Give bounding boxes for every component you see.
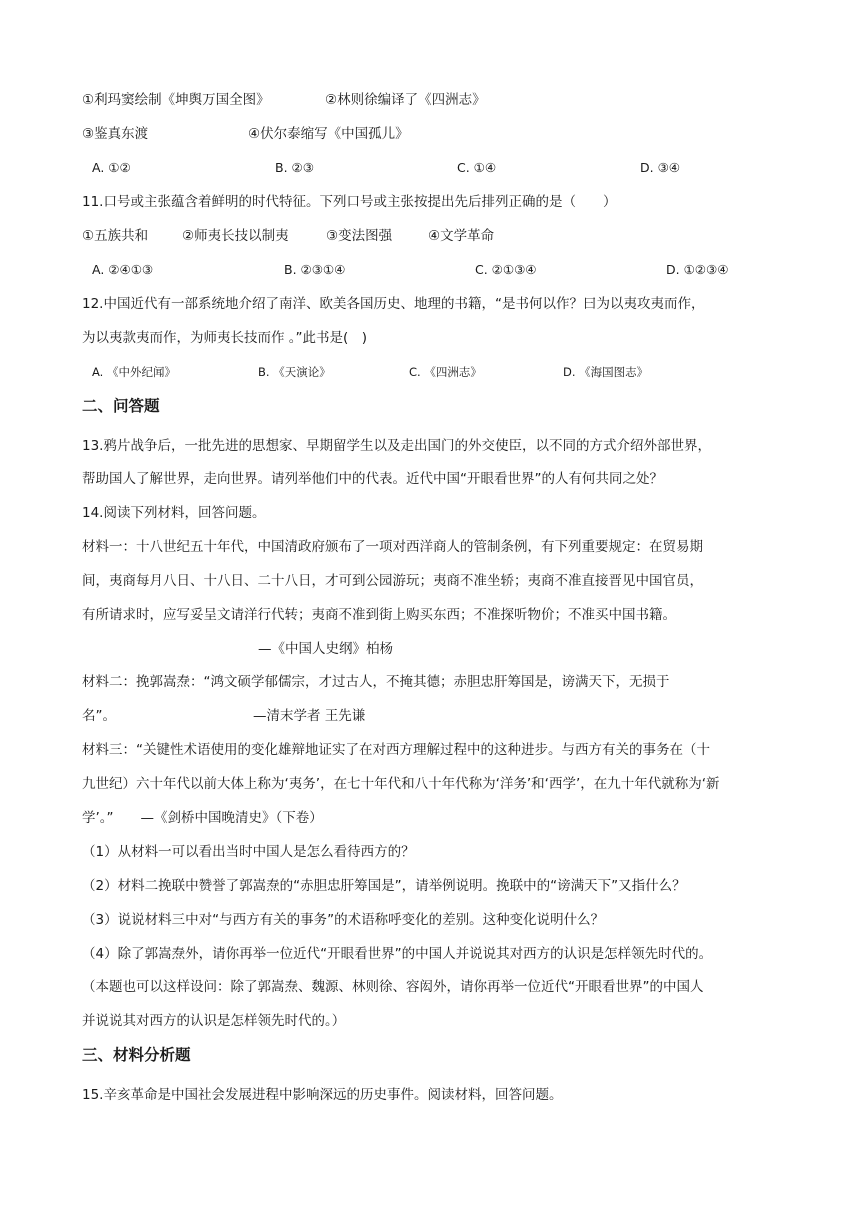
q14-sub-question-3: （3）说说材料三中对“与西方有关的事务”的术语称呼变化的差别。这种变化说明什么？ <box>82 912 605 928</box>
q11-option-d[interactable]: D. ①②③④ <box>666 262 729 277</box>
q12-stem-line-1: 12.中国近代有一部系统地介绍了南洋、欧美各国历史、地理的书籍，“是书何以作？曰为以夷攻夷而作， <box>82 296 705 312</box>
q14-sub-question-2: （2）材料二挽联中赞誉了郭嵩焘的“赤胆忠肝筹国是”，请举例说明。挽联中的“谤满天下”又指什么？ <box>82 878 686 894</box>
q12-option-d[interactable]: D. 《海国图志》 <box>563 365 649 379</box>
q10-option-d[interactable]: D. ③④ <box>640 160 680 175</box>
q11-item-1: ①五族共和 <box>82 228 149 244</box>
q14-material-2-line-2: 名”。 <box>82 708 116 724</box>
q11-option-b[interactable]: B. ②③①④ <box>284 262 346 277</box>
q12-option-c[interactable]: C. 《四洲志》 <box>409 365 482 379</box>
q14-material-3-line-2: 九世纪）六十年代以前大体上称为‘夷务’，在七十年代和八十年代称为‘洋务’和‘西学’，在九十年代就称为‘新 <box>82 776 720 792</box>
q14-material-3-line-3: 学’。” —《剑桥中国晚清史》（下卷） <box>82 810 323 826</box>
q10-item-2: ②林则徐编译了《四洲志》 <box>325 92 486 108</box>
q10-item-4: ④伏尔泰缩写《中国孤儿》 <box>248 126 409 142</box>
q14-material-1-line-2: 间，夷商每月八日、十八日、二十八日，才可到公园游玩；夷商不准坐轿；夷商不准直接晋见中国官员， <box>82 573 703 589</box>
q10-item-1: ①利玛窦绘制《坤舆万国全图》 <box>82 92 270 108</box>
q14-material-2-line-1: 材料二：挽郭嵩焘：“鸿文硕学郁儒宗，才过古人，不掩其德；赤胆忠肝筹国是，谤满天下，无损于 <box>82 674 670 690</box>
q14-material-1-source: —《中国人史纲》柏杨 <box>258 641 393 657</box>
q10-option-c[interactable]: C. ①④ <box>457 160 497 175</box>
q13-line-1: 13.鸦片战争后，一批先进的思想家、早期留学生以及走出国门的外交使臣，以不同的方式介绍外部世界， <box>82 438 711 454</box>
q13-line-2: 帮助国人了解世界，走向世界。请列举他们中的代表。近代中国“开眼看世界”的人有何共同之处？ <box>82 471 663 487</box>
q14-material-3-line-1: 材料三：“关键性术语使用的变化雄辩地证实了在对西方理解过程中的这种进步。与西方有关的事务在（十 <box>82 742 710 758</box>
q12-option-a[interactable]: A. 《中外纪闻》 <box>92 365 176 379</box>
section-3-title: 三、材料分析题 <box>82 1046 191 1064</box>
q10-option-b[interactable]: B. ②③ <box>275 160 314 175</box>
q10-option-a[interactable]: A. ①② <box>92 160 131 175</box>
q12-option-b[interactable]: B. 《天演论》 <box>258 365 331 379</box>
q14-note-line-2: 并说说其对西方的认识是怎样领先时代的。） <box>82 1013 346 1029</box>
q11-item-3: ③变法图强 <box>326 228 393 244</box>
q14-sub-question-1: （1）从材料一可以看出当时中国人是怎么看待西方的？ <box>82 844 415 860</box>
q11-item-2: ②师夷长技以制夷 <box>182 228 289 244</box>
q14-sub-question-4: （4）除了郭嵩焘外，请你再举一位近代“开眼看世界”的中国人并说说其对西方的认识是怎样领先时代的。 <box>82 946 713 962</box>
q12-stem-line-2: 为以夷款夷而作，为师夷长技而作 。”此书是( ) <box>82 330 368 346</box>
q11-option-c[interactable]: C. ②①③④ <box>475 262 537 277</box>
section-2-title: 二、问答题 <box>82 397 160 415</box>
q14-stem: 14.阅读下列材料，回答问题。 <box>82 505 266 521</box>
q11-option-a[interactable]: A. ②④①③ <box>92 262 154 277</box>
q14-note-line-1: （本题也可以这样设问：除了郭嵩焘、魏源、林则徐、容闳外，请你再举一位近代“开眼看世界”的中国人 <box>82 979 704 995</box>
q15-stem: 15.辛亥革命是中国社会发展进程中影响深远的历史事件。阅读材料，回答问题。 <box>82 1087 563 1103</box>
q14-material-1-line-1: 材料一：十八世纪五十年代，中国清政府颁布了一项对西洋商人的管制条例，有下列重要规定：在贸易期 <box>82 539 703 555</box>
q14-material-2-source: —清末学者 王先谦 <box>253 708 366 724</box>
q11-stem: 11.口号或主张蕴含着鲜明的时代特征。下列口号或主张按提出先后排列正确的是（ ） <box>82 194 617 210</box>
q10-item-3: ③鉴真东渡 <box>82 126 149 142</box>
q14-material-1-line-3: 有所请求时，应写妥呈文请洋行代转；夷商不准到街上购买东西；不准探听物价；不准买中国书籍。 <box>82 607 676 623</box>
q11-item-4: ④文学革命 <box>428 228 495 244</box>
